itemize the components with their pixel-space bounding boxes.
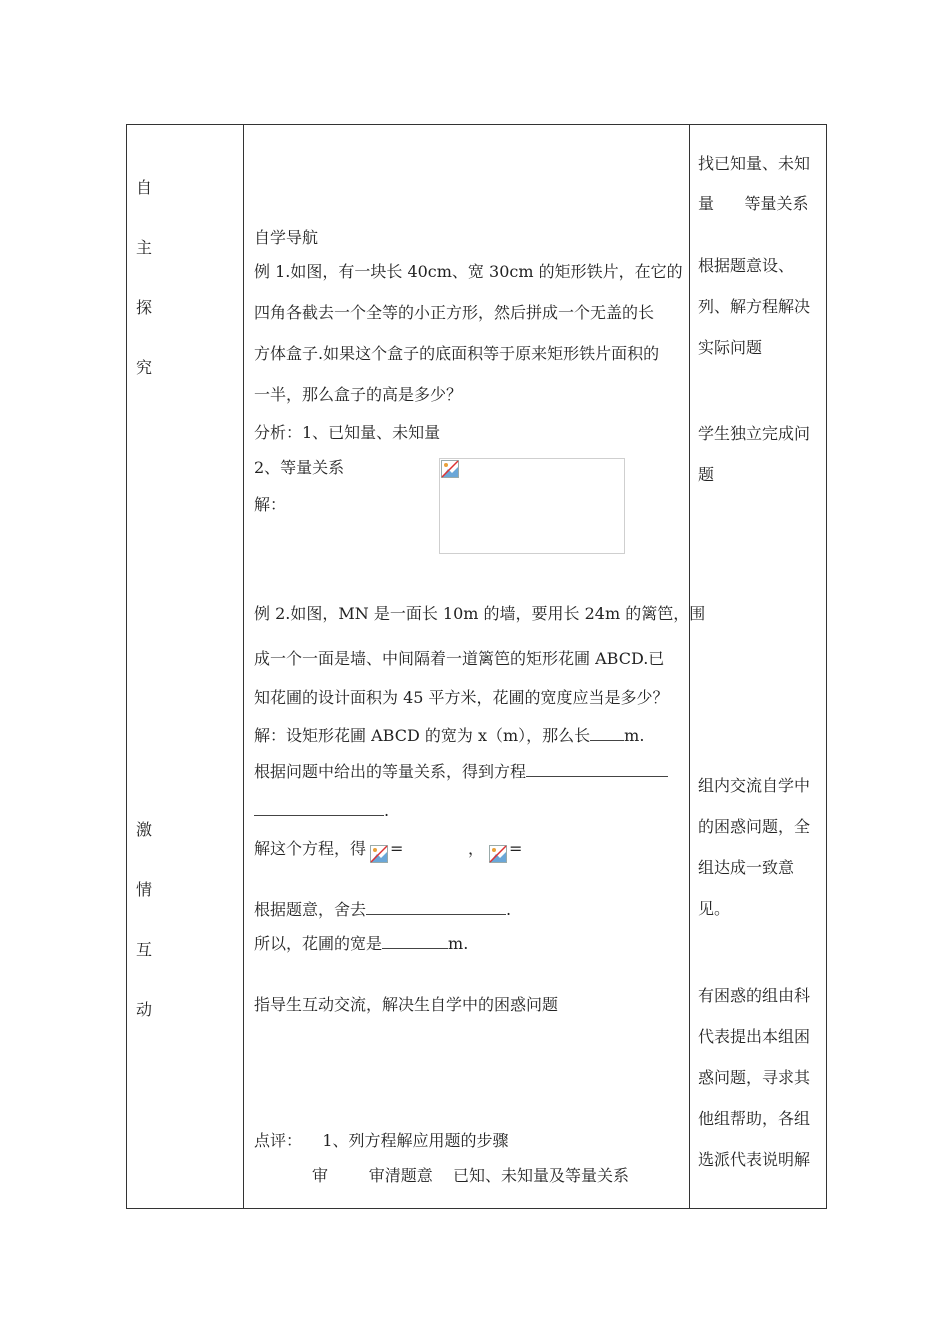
blank-width — [382, 933, 448, 949]
note-line: 列、解方程解决 — [698, 297, 811, 316]
solution-line — [254, 933, 468, 954]
note-line: 根据题意设、 — [698, 256, 795, 275]
comment-line: 审 审清题意 已知、未知量及等量关系 — [312, 1166, 630, 1185]
section-char: 互 — [136, 940, 153, 959]
note-line: 代表提出本组困 — [698, 1027, 811, 1046]
note-line: 实际问题 — [698, 338, 763, 357]
solution-label: 解： — [254, 495, 287, 514]
section-label-interaction — [136, 820, 152, 1060]
blank-length — [590, 725, 624, 741]
heading-self-study: 自学导航 — [254, 228, 319, 247]
note-line: 选派代表说明解 — [698, 1150, 811, 1169]
note-line: 组内交流自学中 — [698, 776, 811, 795]
example1-line: 一半，那么盒子的高是多少？ — [254, 385, 463, 404]
note-line: 学生独立完成问 — [698, 424, 811, 443]
blank-equation-continued — [254, 800, 384, 816]
solution-line — [254, 899, 511, 920]
example1-line: 方体盒子.如果这个盒子的底面积等于原来矩形铁片面积的 — [254, 344, 660, 363]
note-line: 惑问题，寻求其 — [698, 1068, 811, 1087]
unit-text: m. — [624, 726, 645, 745]
column-divider-right — [689, 125, 690, 1208]
solution-text: 根据问题中给出的等量关系，得到方程 — [254, 762, 527, 781]
section-char: 激 — [136, 820, 153, 839]
blank-equation — [526, 761, 668, 777]
analysis-line: 2、等量关系 — [254, 458, 345, 477]
broken-image-icon — [441, 460, 459, 478]
analysis-line: 分析：1、已知量、未知量 — [254, 423, 441, 442]
unit-text: m. — [448, 934, 469, 953]
comma-text: ， — [468, 839, 485, 858]
comment-line: 点评： 1、列方程解应用题的步骤 — [254, 1131, 509, 1150]
blank-discarded-root — [366, 899, 506, 915]
note-line: 题 — [698, 465, 715, 484]
solution-text: 解：设矩形花圃 ABCD 的宽为 x（m），那么长 — [254, 726, 591, 745]
period-text: . — [384, 801, 390, 820]
solution-line — [254, 761, 668, 782]
section-char: 自 — [136, 178, 153, 197]
solution-text: 所以，花圃的宽是 — [254, 934, 383, 953]
note-line: 他组帮助，各组 — [698, 1109, 811, 1128]
section-char: 主 — [136, 238, 153, 257]
note-line: 组达成一致意 — [698, 858, 795, 877]
note-line: 找已知量、未知 — [698, 154, 811, 173]
section-char: 探 — [136, 298, 153, 317]
note-line: 的困惑问题，全 — [698, 817, 811, 836]
solution-line: 解这个方程，得 — [254, 839, 367, 858]
period-text: . — [506, 900, 512, 919]
solution-text: 根据题意，舍去 — [254, 900, 367, 919]
section-char: 究 — [136, 358, 153, 377]
note-line: 见。 — [698, 899, 731, 918]
equals-sign: = — [390, 839, 404, 858]
section-char: 情 — [136, 880, 153, 899]
broken-image-icon — [489, 845, 507, 863]
example2-line: 例 2.如图，MN 是一面长 10m 的墙，要用长 24m 的篱笆，围 — [254, 604, 706, 623]
guidance-line: 指导生互动交流，解决生自学中的困惑问题 — [254, 995, 559, 1014]
note-line: 有困惑的组由科 — [698, 986, 811, 1005]
section-label-self-study — [136, 178, 152, 418]
figure-image-placeholder — [439, 458, 625, 554]
equals-sign: = — [509, 839, 523, 858]
broken-image-icon — [370, 845, 388, 863]
section-char: 动 — [136, 1000, 153, 1019]
example2-line: 知花圃的设计面积为 45 平方米，花圃的宽度应当是多少？ — [254, 688, 669, 707]
example1-line: 四角各截去一个全等的小正方形，然后拼成一个无盖的长 — [254, 303, 655, 322]
example2-line: 成一个一面是墙、中间隔着一道篱笆的矩形花圃 ABCD.已 — [254, 649, 665, 668]
note-line: 量 等量关系 — [698, 194, 809, 213]
example1-line: 例 1.如图，有一块长 40cm、宽 30cm 的矩形铁片，在它的 — [254, 262, 683, 281]
solution-line — [254, 725, 644, 746]
solution-line — [254, 800, 389, 821]
column-divider-left — [243, 125, 244, 1208]
